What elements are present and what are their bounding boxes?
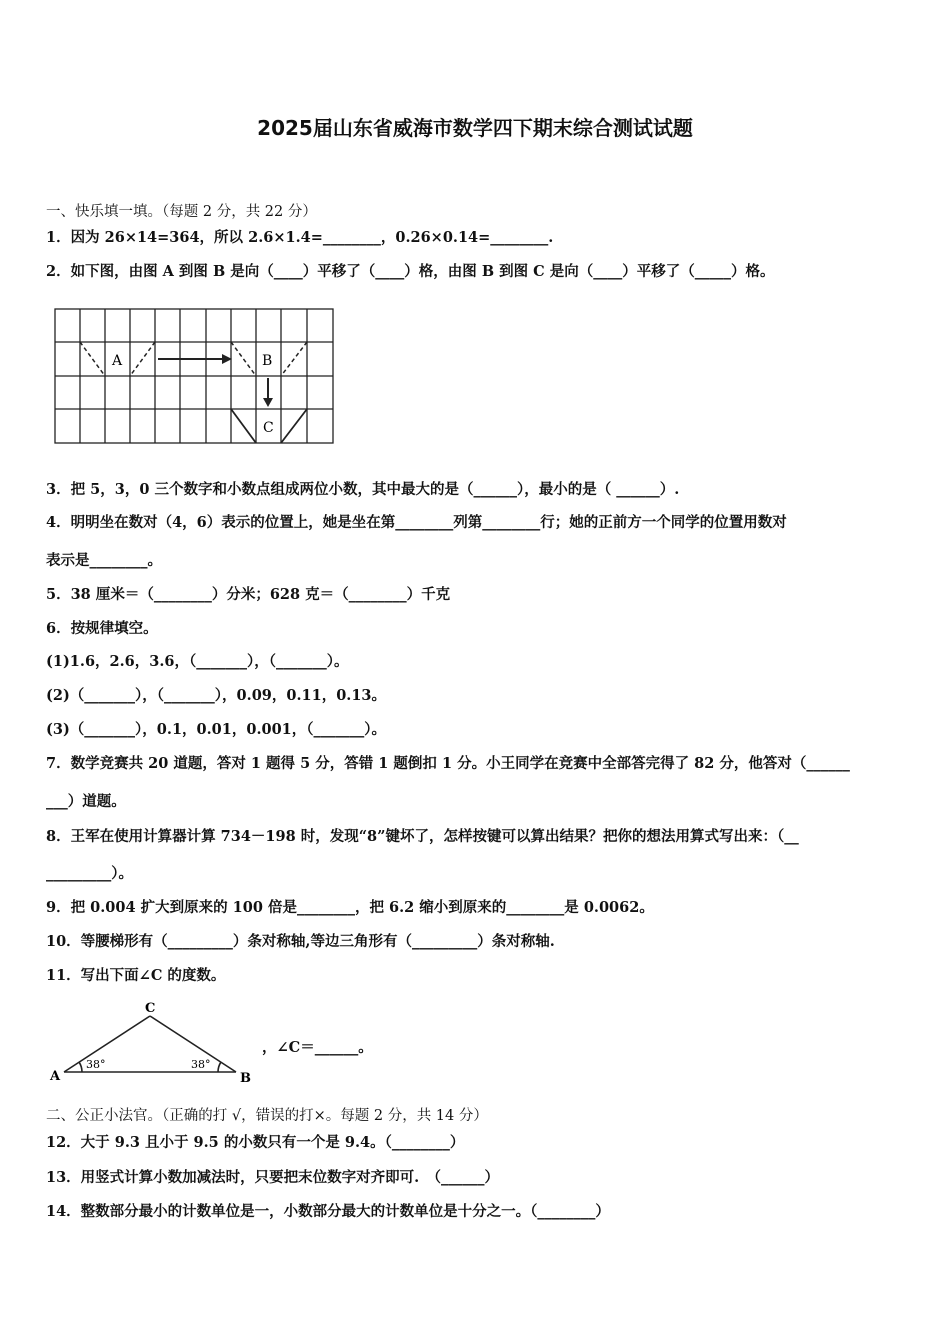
question-5: 5．38 厘米＝（________）分米；628 克＝（________）千克 xyxy=(46,586,451,603)
question-8-line-1: 8．王军在使用计算器计算 734－198 时，发现“8”键坏了，怎样按键可以算出结果？把你的想法用算式写出来：（__ xyxy=(46,828,799,845)
arrow-b-to-c xyxy=(263,378,273,407)
translation-grid-figure xyxy=(52,306,338,448)
section-heading-1: 一、快乐填一填。（每题 2 分，共 22 分） xyxy=(46,204,317,220)
question-11: 11．写出下面∠C 的度数。 xyxy=(46,967,226,984)
angle-b-value: 38° xyxy=(191,1058,211,1071)
question-1: 1．因为 26×14=364，所以 2.6×1.4=________，0.26×0.14=________. xyxy=(46,229,554,246)
question-12: 12．大于 9.3 且小于 9.5 的小数只有一个是 9.4。（________） xyxy=(46,1134,465,1151)
question-3: 3．把 5，3，0 三个数字和小数点组成两位小数，其中最大的是（______），最小的是（ ______）. xyxy=(46,481,680,498)
vertex-b: B xyxy=(240,1071,251,1086)
side-ac xyxy=(64,1016,150,1072)
section-heading-2: 二、公正小法官。（正确的打 √，错误的打×。每题 2 分，共 14 分） xyxy=(46,1108,488,1124)
label-c: C xyxy=(263,420,274,436)
label-b: B xyxy=(262,353,273,369)
triangle-figure xyxy=(48,998,258,1086)
grid-lines xyxy=(55,309,333,443)
angle-arc-a xyxy=(79,1062,82,1072)
question-6: 6．按规律填空。 xyxy=(46,620,158,637)
question-6-part-2: (2)（_______），（_______），0.09，0.11，0.13。 xyxy=(46,687,387,704)
vertex-a: A xyxy=(50,1069,61,1084)
question-4-line-1: 4．明明坐在数对（4，6）表示的位置上，她是坐在第________列第________行；她的正前方一个同学的位置用数对 xyxy=(46,514,787,531)
page-title: 2025届山东省威海市数学四下期末综合测试试题 xyxy=(257,116,693,140)
question-11-answer: ，∠C＝______。 xyxy=(262,1039,373,1056)
arrow-a-to-b xyxy=(158,354,232,364)
question-7-line-1: 7．数学竞赛共 20 道题，答对 1 题得 5 分，答错 1 题倒扣 1 分。小王同学在竞赛中全部答完得了 82 分，他答对（______ xyxy=(46,755,850,772)
question-4-line-2: 表示是________。 xyxy=(46,552,162,569)
question-10: 10．等腰梯形有（_________）条对称轴,等边三角形有（_________）条对称轴. xyxy=(46,933,555,950)
question-9: 9．把 0.004 扩大到原来的 100 倍是________，把 6.2 缩小到原来的________是 0.0062。 xyxy=(46,899,654,916)
angle-arc-b xyxy=(218,1062,221,1072)
question-6-part-1: (1)1.6，2.6，3.6，（_______），（_______）。 xyxy=(46,653,349,670)
question-13: 13．用竖式计算小数加减法时，只要把末位数字对齐即可. （______） xyxy=(46,1169,499,1186)
label-a: A xyxy=(112,353,123,369)
question-2: 2．如下图，由图 A 到图 B 是向（____）平移了（____）格，由图 B 到图 C 是向（____）平移了（_____）格。 xyxy=(46,263,775,280)
question-7-line-2: ___）道题。 xyxy=(46,793,126,810)
question-14: 14．整数部分最小的计数单位是一，小数部分最大的计数单位是十分之一。（________） xyxy=(46,1203,610,1220)
vertex-c: C xyxy=(145,1001,156,1016)
angle-a-value: 38° xyxy=(86,1058,106,1071)
question-8-line-2: _________）。 xyxy=(46,865,133,882)
question-6-part-3: (3)（_______），0.1，0.01，0.001，（_______）。 xyxy=(46,721,387,738)
